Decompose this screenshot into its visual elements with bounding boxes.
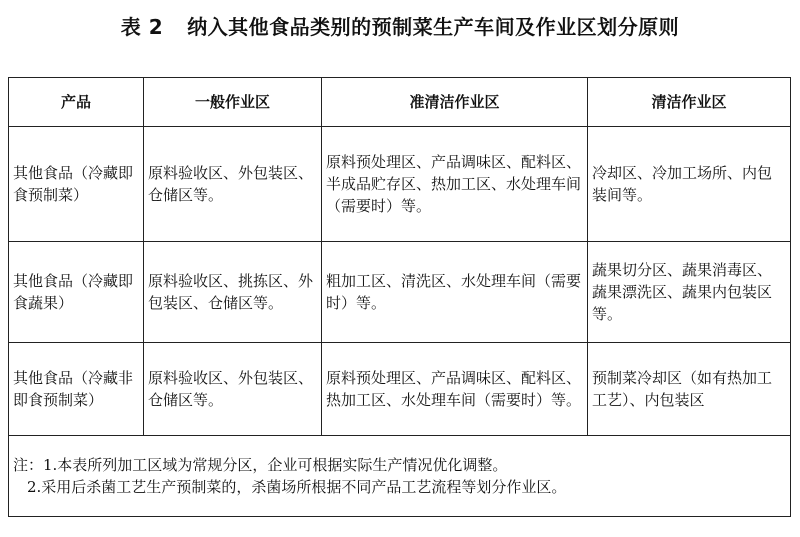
cell-general-zone: 原料验收区、外包装区、仓储区等。: [144, 127, 322, 242]
cell-semi-clean-zone: 粗加工区、清洗区、水处理车间（需要时）等。: [322, 242, 588, 343]
table-header-row: [9, 78, 791, 127]
table-row: [9, 242, 791, 343]
cell-clean-zone: 蔬果切分区、蔬果消毒区、蔬果漂洗区、蔬果内包装区等。: [588, 242, 791, 343]
cell-product: 其他食品（冷藏即食蔬果）: [9, 242, 144, 343]
cell-general-zone: 原料验收区、外包装区、仓储区等。: [144, 343, 322, 436]
cell-clean-zone: 冷却区、冷加工场所、内包装间等。: [588, 127, 791, 242]
header-clean-zone: 清洁作业区: [588, 78, 791, 127]
table-notes-row: [9, 436, 791, 517]
note-line-2: 2.采用后杀菌工艺生产预制菜的，杀菌场所根据不同产品工艺流程等划分作业区。: [27, 478, 567, 496]
table-notes: [9, 436, 791, 517]
table-title-text: 纳入其他食品类别的预制菜生产车间及作业区划分原则: [187, 15, 680, 39]
zoning-table: [8, 77, 791, 517]
table-row: [9, 127, 791, 242]
table-title: [0, 12, 800, 42]
header-product: 产品: [9, 78, 144, 127]
cell-product: 其他食品（冷藏非即食预制菜）: [9, 343, 144, 436]
table-row: [9, 343, 791, 436]
header-semi-clean-zone: 准清洁作业区: [322, 78, 588, 127]
cell-clean-zone: 预制菜冷却区（如有热加工工艺）、内包装区: [588, 343, 791, 436]
cell-general-zone: 原料验收区、挑拣区、外包装区、仓储区等。: [144, 242, 322, 343]
cell-product: 其他食品（冷藏即食预制菜）: [9, 127, 144, 242]
header-general-zone: 一般作业区: [144, 78, 322, 127]
note-line-1: 注：1.本表所列加工区域为常规分区，企业可根据实际生产情况优化调整。: [13, 456, 508, 474]
cell-semi-clean-zone: 原料预处理区、产品调味区、配料区、热加工区、水处理车间（需要时）等。: [322, 343, 588, 436]
cell-semi-clean-zone: 原料预处理区、产品调味区、配料区、半成品贮存区、热加工区、水处理车间（需要时）等。: [322, 127, 588, 242]
table-number: 表 2: [120, 15, 164, 39]
